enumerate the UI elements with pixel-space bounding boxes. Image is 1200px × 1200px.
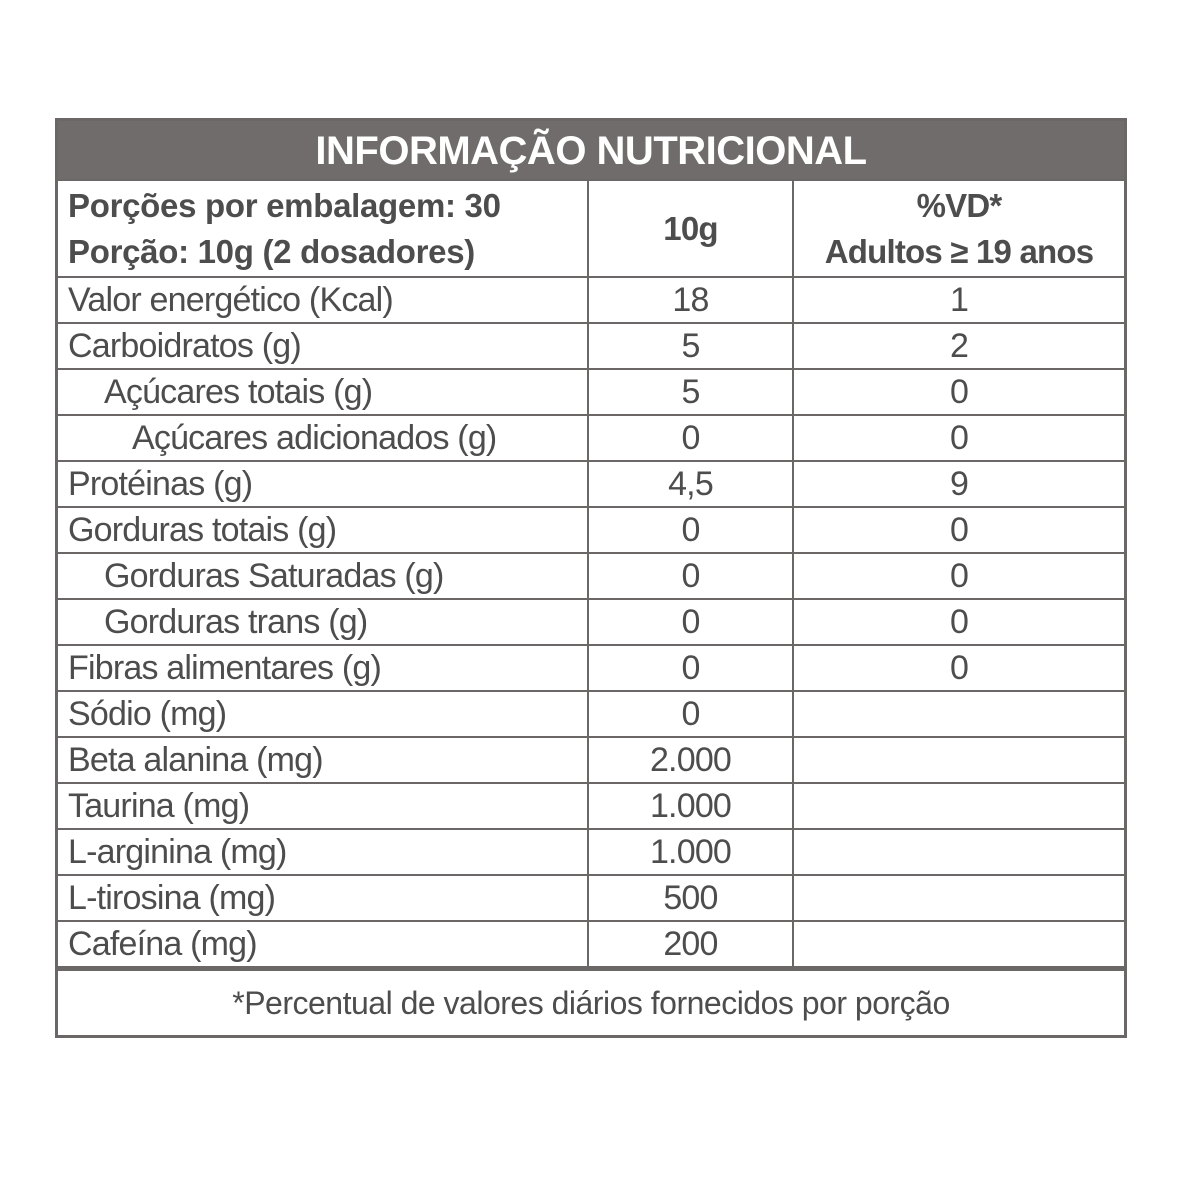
nutrient-amount: 0: [588, 415, 793, 461]
nutrient-name: Gorduras totais (g): [58, 507, 588, 553]
nutrient-amount: 200: [588, 921, 793, 967]
dv-label: %VD*: [916, 186, 1002, 224]
nutrient-name: Açúcares totais (g): [58, 369, 588, 415]
nutrient-name: Carboidratos (g): [58, 323, 588, 369]
nutrient-row: [58, 553, 1124, 599]
nutrient-daily-value: 0: [793, 599, 1124, 645]
nutrient-daily-value: 0: [793, 553, 1124, 599]
nutrient-daily-value: 0: [793, 415, 1124, 461]
nutrient-name: Valor energético (Kcal): [58, 277, 588, 323]
nutrient-row: [58, 277, 1124, 323]
nutrient-daily-value: 1: [793, 277, 1124, 323]
nutrient-row: [58, 415, 1124, 461]
nutrient-amount: 0: [588, 599, 793, 645]
daily-value-column-header: [793, 181, 1124, 277]
nutrient-name: L-arginina (mg): [58, 829, 588, 875]
nutrient-amount: 0: [588, 691, 793, 737]
nutrient-daily-value: 0: [793, 645, 1124, 691]
nutrient-amount: 4,5: [588, 461, 793, 507]
nutrition-title: INFORMAÇÃO NUTRICIONAL: [58, 121, 1124, 181]
nutrient-row: [58, 323, 1124, 369]
nutrient-name: Sódio (mg): [58, 691, 588, 737]
nutrient-row: [58, 737, 1124, 783]
nutrient-daily-value: 2: [793, 323, 1124, 369]
nutrient-amount: 18: [588, 277, 793, 323]
nutrient-amount: 2.000: [588, 737, 793, 783]
nutrient-name: Beta alanina (mg): [58, 737, 588, 783]
nutrient-amount: 500: [588, 875, 793, 921]
nutrient-row: [58, 875, 1124, 921]
nutrient-name: Gorduras Saturadas (g): [58, 553, 588, 599]
nutrient-row: [58, 783, 1124, 829]
nutrient-amount: 0: [588, 507, 793, 553]
serving-size: Porção: 10g (2 dosadores): [68, 232, 475, 270]
nutrient-row: [58, 645, 1124, 691]
footnote: *Percentual de valores diários fornecidos por porção: [58, 968, 1124, 1035]
nutrient-daily-value: [793, 783, 1124, 829]
nutrient-row: [58, 829, 1124, 875]
nutrient-name: Protéinas (g): [58, 461, 588, 507]
nutrient-name: Açúcares adicionados (g): [58, 415, 588, 461]
nutrient-name: Cafeína (mg): [58, 921, 588, 967]
nutrient-amount: 5: [588, 369, 793, 415]
nutrient-name: Taurina (mg): [58, 783, 588, 829]
servings-per-package: Porções por embalagem: 30: [68, 186, 501, 224]
nutrient-daily-value: [793, 737, 1124, 783]
nutrient-row: [58, 921, 1124, 967]
nutrient-row: [58, 507, 1124, 553]
nutrient-amount: 0: [588, 553, 793, 599]
nutrient-row: [58, 369, 1124, 415]
nutrition-facts-label: [55, 118, 1127, 1038]
nutrient-name: Gorduras trans (g): [58, 599, 588, 645]
nutrient-daily-value: [793, 691, 1124, 737]
nutrient-row: [58, 599, 1124, 645]
nutrient-daily-value: 0: [793, 369, 1124, 415]
serving-info-cell: [58, 181, 588, 277]
nutrient-daily-value: [793, 921, 1124, 967]
amount-column-header: 10g: [588, 181, 793, 277]
nutrition-table: [58, 181, 1124, 968]
dv-audience: Adultos ≥ 19 anos: [824, 232, 1094, 270]
nutrient-amount: 5: [588, 323, 793, 369]
nutrient-daily-value: [793, 829, 1124, 875]
nutrient-amount: 1.000: [588, 783, 793, 829]
nutrient-amount: 1.000: [588, 829, 793, 875]
nutrient-row: [58, 691, 1124, 737]
nutrient-row: [58, 461, 1124, 507]
nutrient-daily-value: [793, 875, 1124, 921]
nutrient-amount: 0: [588, 645, 793, 691]
header-row: [58, 181, 1124, 277]
nutrient-daily-value: 9: [793, 461, 1124, 507]
nutrient-name: L-tirosina (mg): [58, 875, 588, 921]
nutrient-name: Fibras alimentares (g): [58, 645, 588, 691]
nutrient-daily-value: 0: [793, 507, 1124, 553]
